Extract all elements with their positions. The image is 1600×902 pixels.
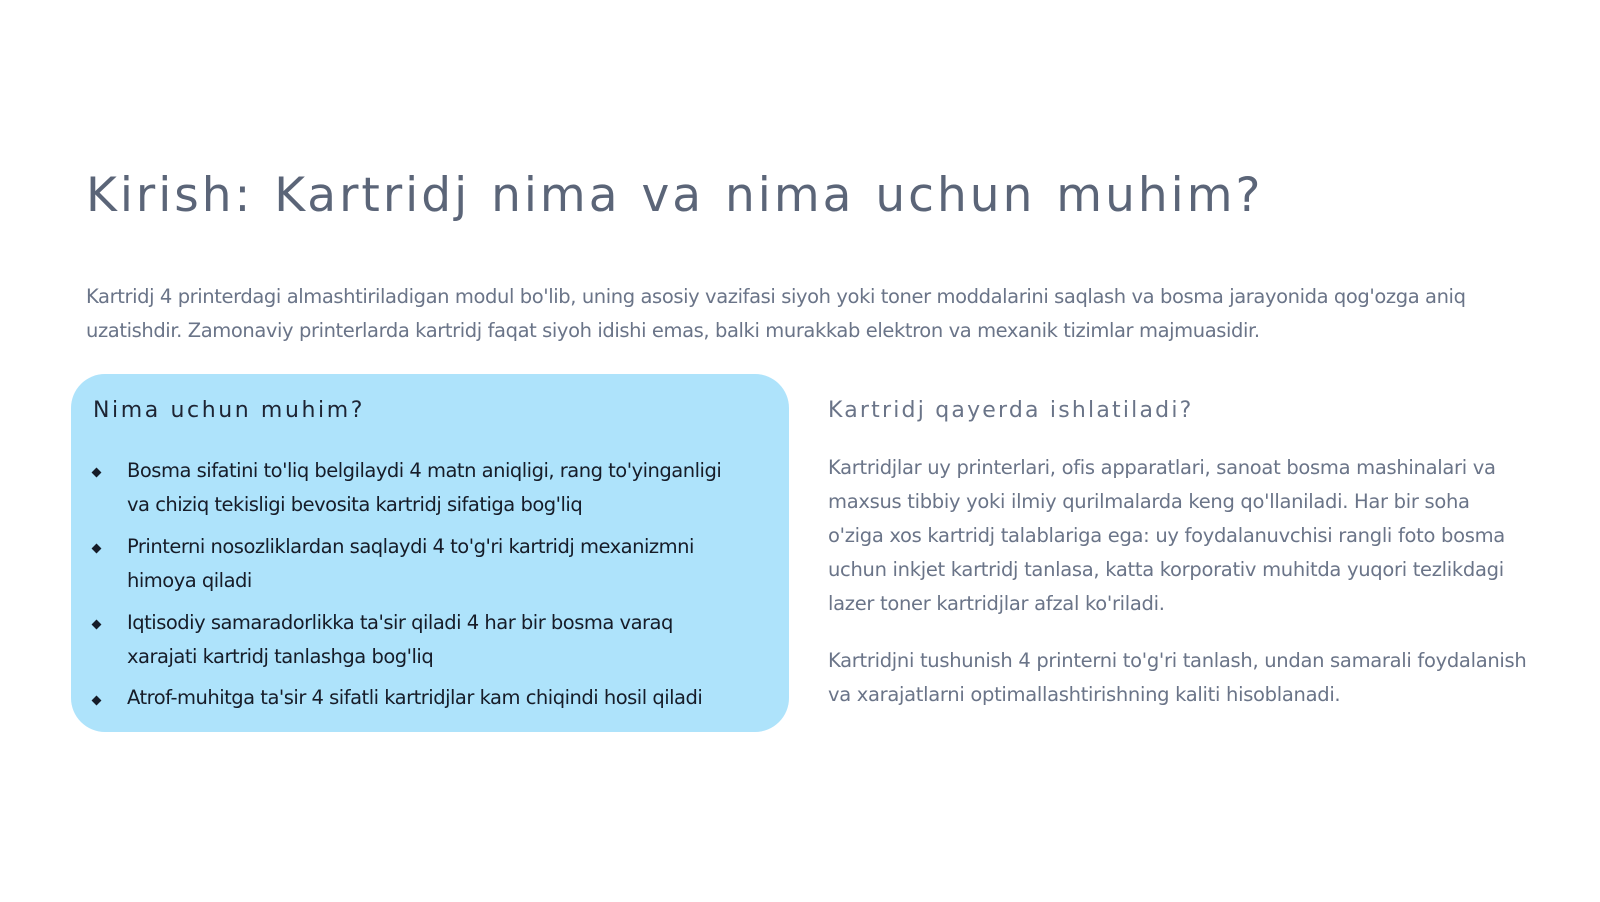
usage-heading: Kartridj qayerda ishlatiladi? <box>828 398 1194 423</box>
bullet-diamond-icon <box>92 620 102 630</box>
list-item <box>71 682 747 710</box>
importance-list <box>71 454 789 718</box>
list-item-text: Bosma sifatini to'liq belgilaydi 4 matn aniqligi, rang to'yinganligi va chiziq tekisligi bevosita kartridj sifatiga bog'liq <box>127 459 722 516</box>
list-item-text: Atrof-muhitga ta'sir 4 sifatli kartridjlar kam chiqindi hosil qiladi <box>127 686 703 709</box>
importance-card <box>71 374 789 732</box>
list-item <box>71 454 747 522</box>
bullet-diamond-icon <box>92 468 102 478</box>
list-item-text: Printerni nosozliklardan saqlaydi 4 to'g'ri kartridj mexanizmni himoya qiladi <box>127 535 694 592</box>
intro-paragraph: Kartridj 4 printerdagi almashtiriladigan modul bo'lib, uning asosiy vazifasi siyoh yoki toner moddalarini saqlash va bosma jarayonida qog'ozga aniq uzatishdir. Zamonaviy printerlarda kartridj faqat siyoh idishi emas, balki murakkab elektron va mexanik tizimlar majmuasidir. <box>86 285 1466 342</box>
list-item <box>71 530 747 598</box>
slide-title: Kirish: Kartridj nima va nima uchun muhim? <box>86 168 1264 223</box>
bullet-diamond-icon <box>92 544 102 554</box>
list-item <box>71 606 747 674</box>
bullet-diamond-icon <box>92 696 102 706</box>
list-item-text: Iqtisodiy samaradorlikka ta'sir qiladi 4 har bir bosma varaq xarajati kartridj tanlashga bog'liq <box>127 611 673 668</box>
conclusion-paragraph: Kartridjni tushunish 4 printerni to'g'ri tanlash, undan samarali foydalanish va xarajatlarni optimallashtirishning kaliti hisoblanadi. <box>828 649 1527 706</box>
usage-paragraph: Kartridjlar uy printerlari, ofis apparatlari, sanoat bosma mashinalari va maxsus tibbiy yoki ilmiy qurilmalarda keng qo'llaniladi. Har bir soha o'ziga xos kartridj talablariga ega: uy foydalanuvchisi rangli foto bosma uchun inkjet kartridj tanlasa, katta korporativ muhitda yuqori tezlikdagi lazer toner kartridjlar afzal ko'riladi. <box>828 456 1505 615</box>
card-title: Nima uchun muhim? <box>93 398 366 423</box>
